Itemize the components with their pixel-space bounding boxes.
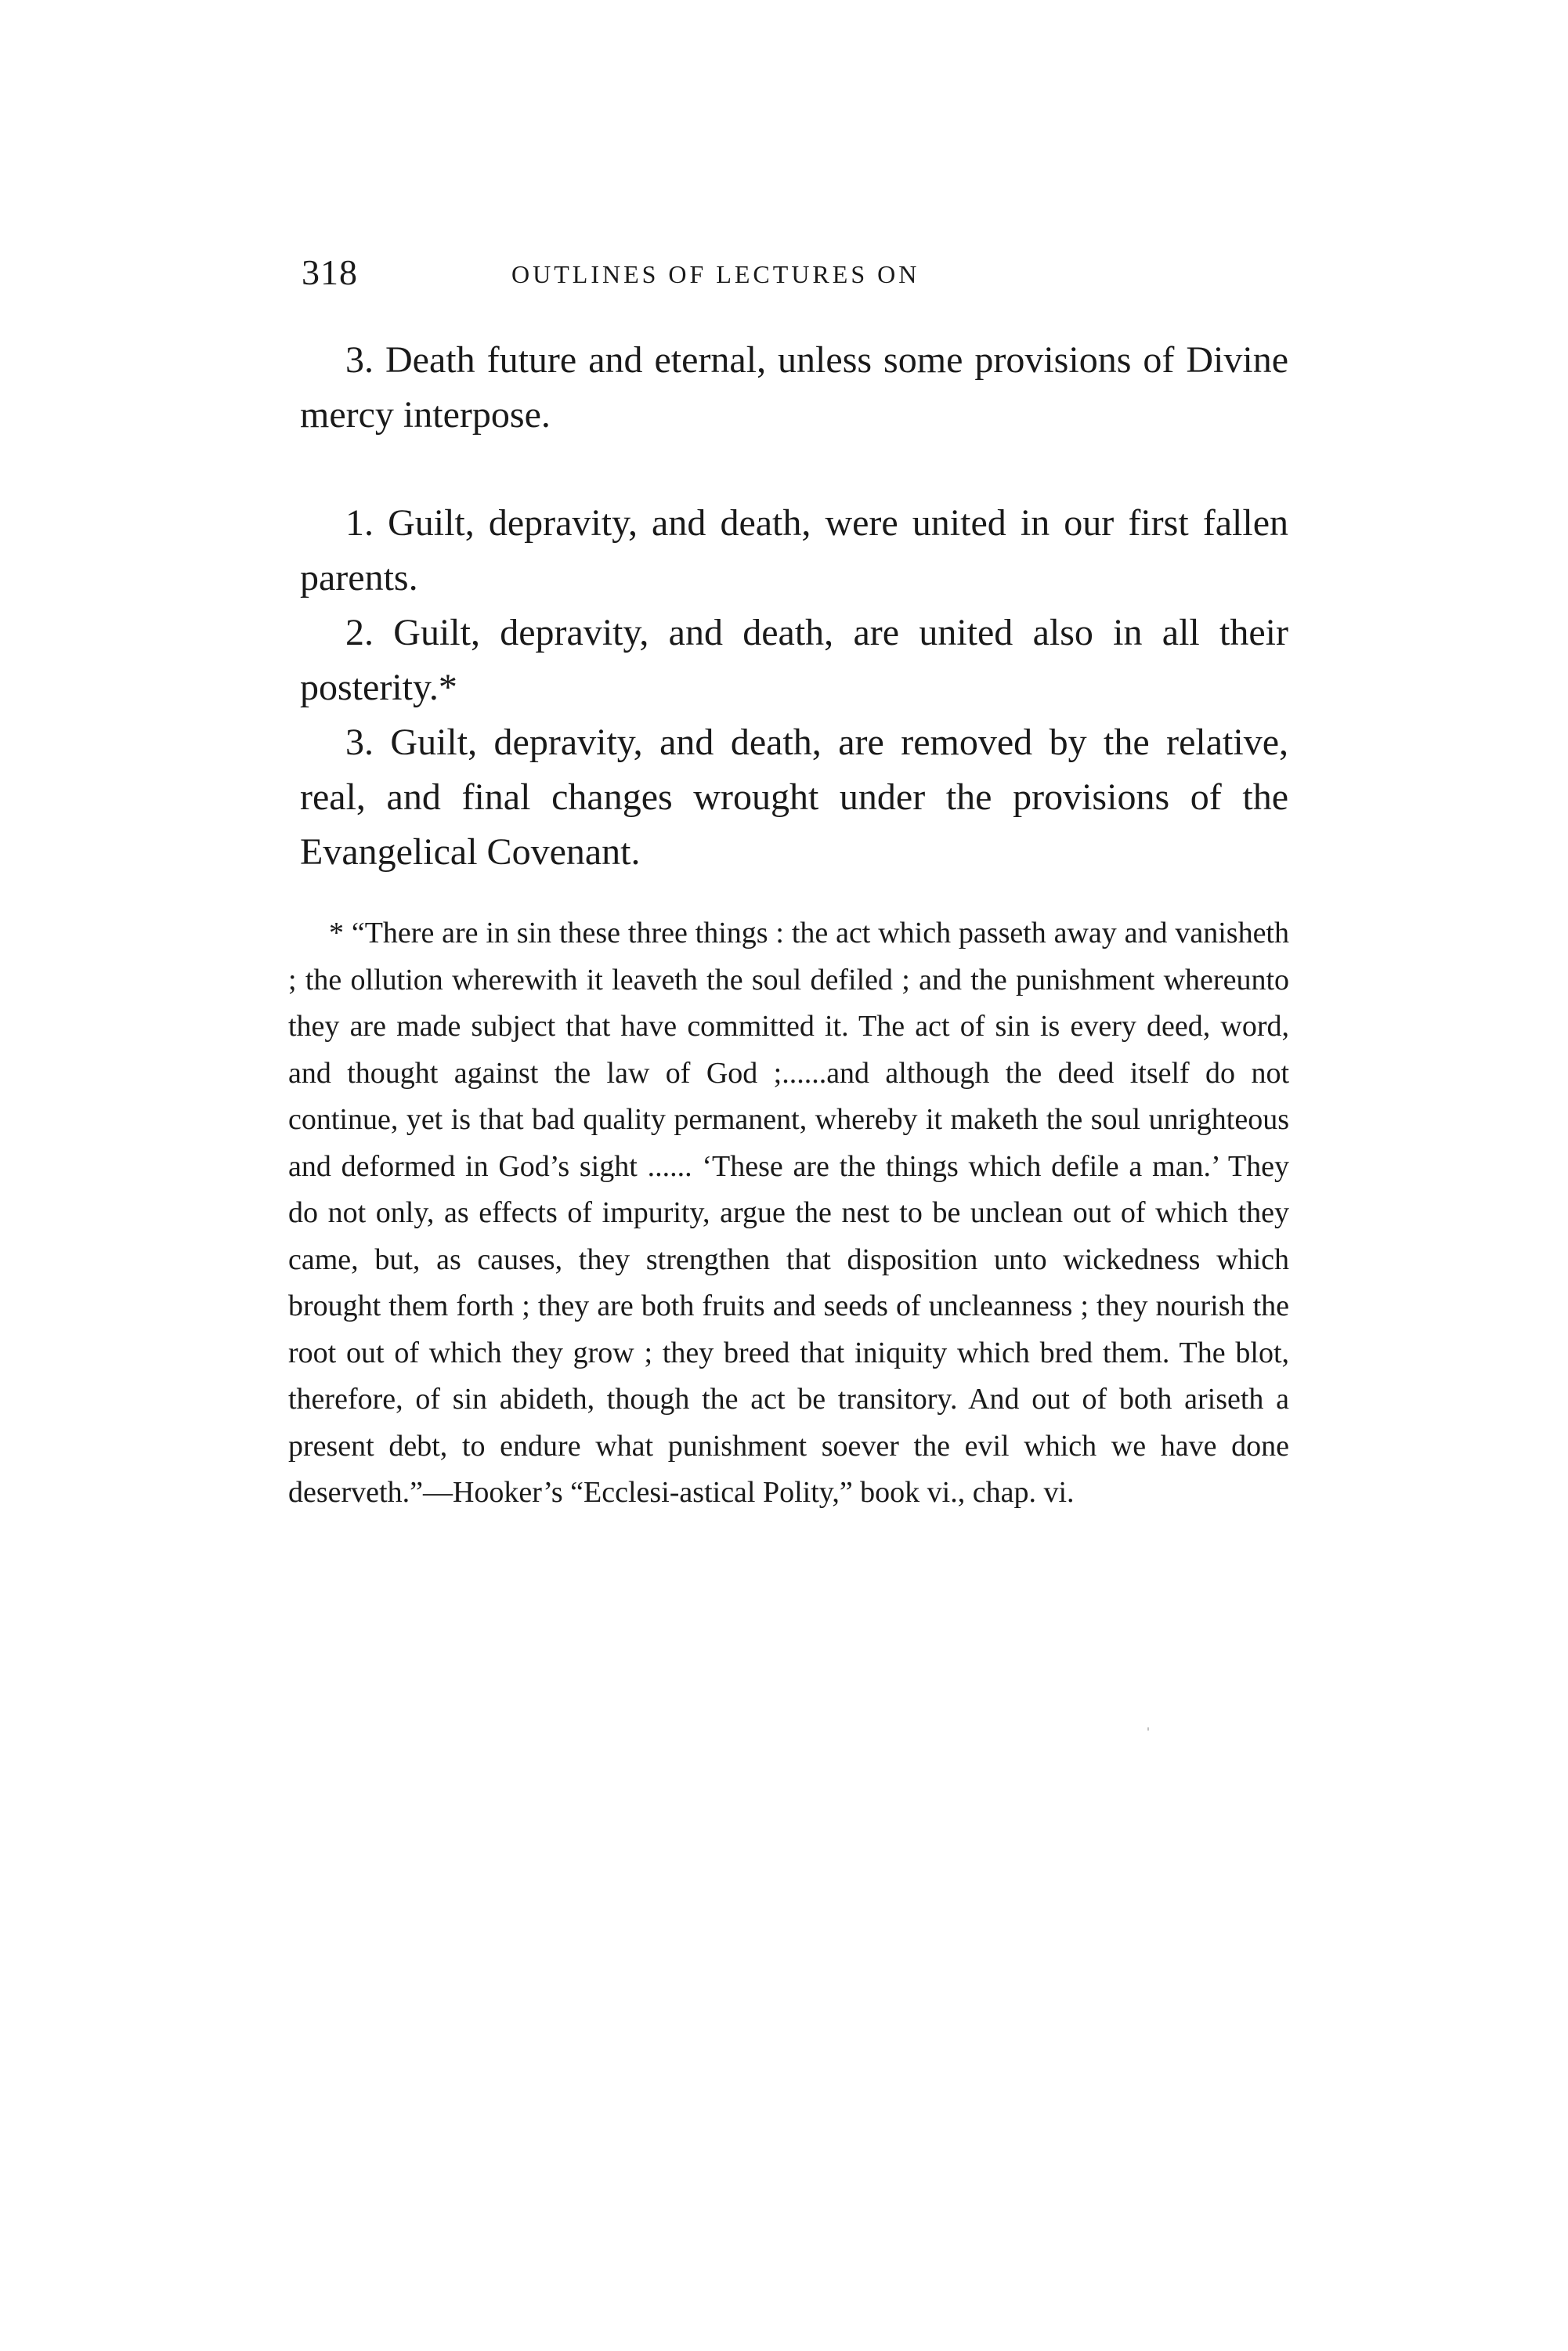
list-item: 3. Guilt, depravity, and death, are removed by the relative, real, and final changes wrought under the provisions of the Evangelical Covenant. (300, 722, 1288, 873)
numbered-list (300, 496, 1288, 880)
list-item: 2. Guilt, depravity, and death, are united also in all their posterity.* (300, 612, 1288, 708)
intro-paragraph-block (300, 333, 1288, 443)
page-number: 318 (302, 252, 358, 292)
footnote (288, 910, 1289, 1517)
footnote-text: * “There are in sin these three things : the act which passeth away and vanisheth ; the ollution wherewith it leaveth the soul defiled ; and the punishment whereunto they are made subject that have committed it. The act of sin is every deed, word, and thought against the law of God ;......and although the deed itself do not continue, yet is that bad quality permanent, whereby it maketh the soul unrighteous and deformed in God’s sight ...... ‘These are the things which defile a man.’ They do not only, as effects of impurity, argue the nest to be unclean out of which they came, but, as causes, they strengthen that disposition unto wickedness which brought them forth ; they are both fruits and seeds of uncleanness ; they nourish the root out of which they grow ; they breed that iniquity which bred them. The blot, therefore, of sin abideth, though the act be transitory. And out of both ariseth a present debt, to endure what punishment soever the evil which we have done deserveth.”—Hooker’s “Ecclesi-astical Polity,” book vi., chap. vi. (288, 917, 1289, 1509)
page-header (302, 249, 1288, 296)
paper-speck (1147, 1727, 1149, 1731)
intro-item: 3. Death future and eternal, unless some provisions of Divine mercy interpose. (300, 339, 1288, 436)
list-item: 1. Guilt, depravity, and death, were united in our first fallen parents. (300, 502, 1288, 599)
running-head: OUTLINES OF LECTURES ON (511, 260, 920, 288)
